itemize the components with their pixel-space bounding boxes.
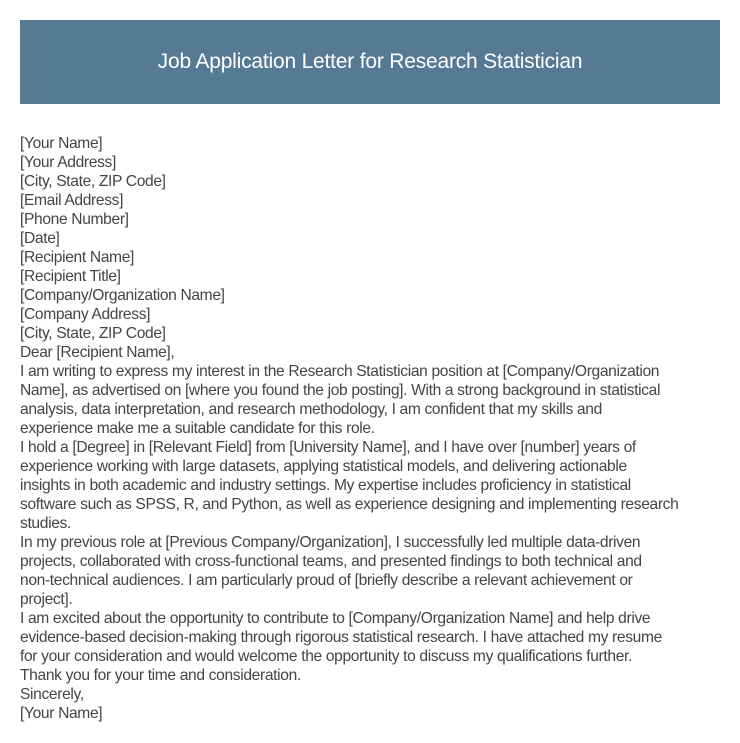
sender-name: [Your Name] <box>20 135 103 152</box>
paragraph-line: I hold a [Degree] in [Relevant Field] from [University Name], and I have over [number] years of <box>20 439 636 456</box>
paragraph-line: non-technical audiences. I am particularly proud of [briefly describe a relevant achievement or <box>20 572 633 589</box>
paragraph-line: for your consideration and would welcome the opportunity to discuss my qualifications further. <box>20 648 632 665</box>
paragraph-line: analysis, data interpretation, and research methodology, I am confident that my skills and <box>20 401 602 418</box>
paragraph-line: In my previous role at [Previous Company/Organization], I successfully led multiple data-driven <box>20 534 641 551</box>
sender-address: [Your Address] <box>20 154 116 171</box>
recipient-company: [Company/Organization Name] <box>20 287 225 304</box>
recipient-city-state-zip: [City, State, ZIP Code] <box>20 325 166 342</box>
paragraph-line: projects, collaborated with cross-functional teams, and presented findings to both technical and <box>20 553 642 570</box>
sender-city-state-zip: [City, State, ZIP Code] <box>20 173 166 190</box>
recipient-name: [Recipient Name] <box>20 249 135 266</box>
paragraph-line: evidence-based decision-making through rigorous statistical research. I have attached my resume <box>20 629 662 646</box>
paragraph-line: project]. <box>20 591 73 608</box>
paragraph-line: studies. <box>20 515 71 532</box>
sender-email: [Email Address] <box>20 192 124 209</box>
salutation: Dear [Recipient Name], <box>20 344 175 361</box>
paragraph-line: software such as SPSS, R, and Python, as well as experience designing and implementing research <box>20 496 679 513</box>
page-header <box>20 20 720 104</box>
signature: [Your Name] <box>20 705 103 722</box>
recipient-title: [Recipient Title] <box>20 268 121 285</box>
page-title: Job Application Letter for Research Statistician <box>157 50 583 73</box>
paragraph-line: I am excited about the opportunity to contribute to [Company/Organization Name] and help drive <box>20 610 651 627</box>
paragraph-line: insights in both academic and industry settings. My expertise includes proficiency in statistical <box>20 477 631 494</box>
closing: Sincerely, <box>20 686 84 703</box>
paragraph-experience <box>20 533 730 609</box>
paragraph-line: Thank you for your time and consideration. <box>20 667 301 684</box>
paragraph-qualifications <box>20 438 730 533</box>
paragraph-line: experience working with large datasets, applying statistical models, and delivering actionable <box>20 458 627 475</box>
paragraph-closing <box>20 609 730 685</box>
paragraph-line: I am writing to express my interest in the Research Statistician position at [Company/Organization <box>20 363 660 380</box>
recipient-address: [Company Address] <box>20 306 151 323</box>
letter-date: [Date] <box>20 230 60 247</box>
sender-phone: [Phone Number] <box>20 211 129 228</box>
letter-body <box>20 134 730 723</box>
paragraph-intro <box>20 362 730 438</box>
paragraph-line: experience make me a suitable candidate for this role. <box>20 420 375 437</box>
paragraph-line: Name], as advertised on [where you found the job posting]. With a strong background in statistical <box>20 382 661 399</box>
